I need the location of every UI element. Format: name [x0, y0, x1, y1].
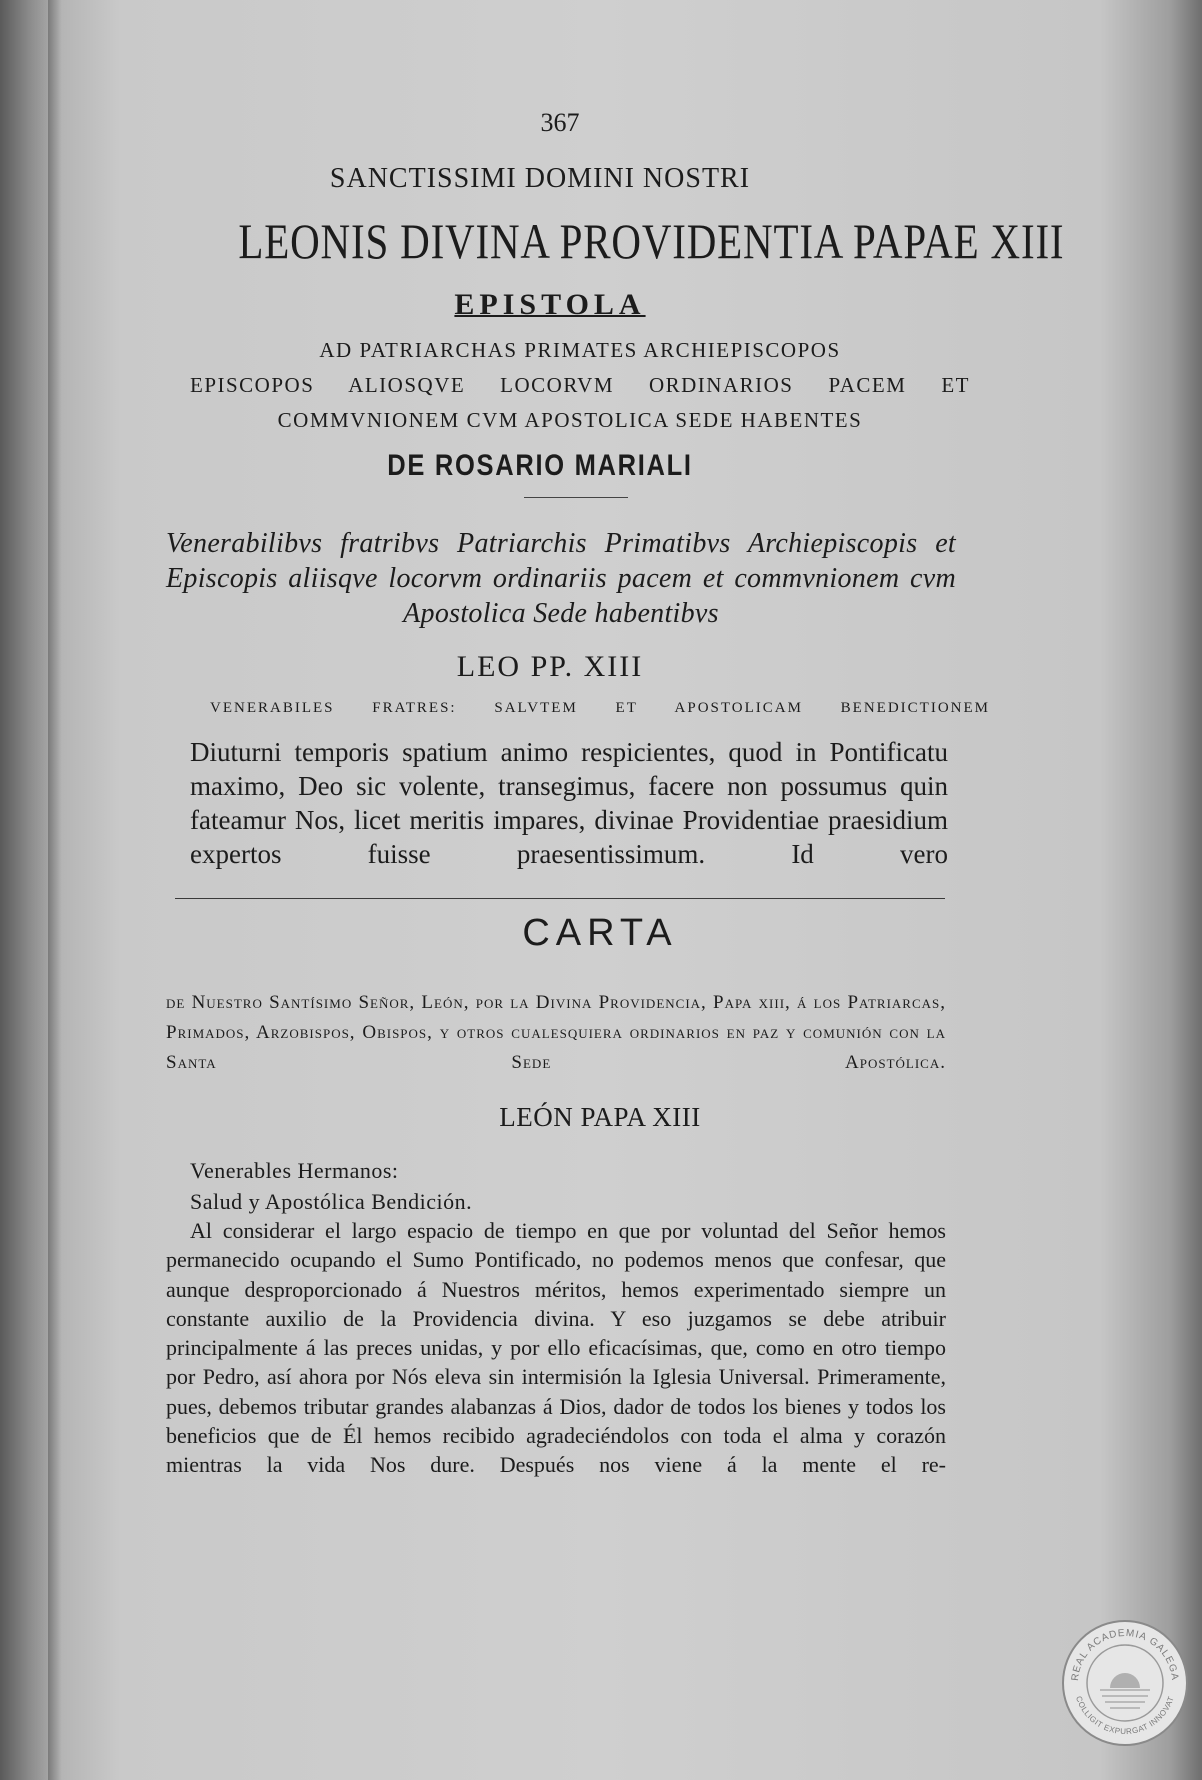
- latin-salutation: VENERABILES FRATRES: SALVTEM ET APOSTOLICAM BENEDICTIONEM: [210, 700, 990, 716]
- leo-title: LEO PP. XIII: [456, 650, 644, 683]
- short-divider: [524, 497, 628, 498]
- latin-intro-paragraph: Venerabilibvs fratribvs Patriarchis Primatibvs Archiepiscopis et Episcopis aliisqve locorvm ordinariis pacem et commvnionem cvm Apostolica Sede habentibvs: [166, 528, 956, 629]
- carta-description: de Nuestro Santísimo Señor, León, por la Divina Providencia, Papa xiii, á los Patriarcas, Primados, Arzobispos, Obispos, y otros cualesquiera ordinarios en paz y comunión con la Santa Sede Apostólica.: [166, 992, 946, 1073]
- seal-top-text: REAL ACADEMIA GALEGA: [1069, 1627, 1181, 1682]
- long-divider: [175, 898, 945, 899]
- seal-bottom-text: COLLIGIT EXPURGAT INNOVAT: [1074, 1694, 1176, 1737]
- latin-header-line4: AD PATRIARCHAS PRIMATES ARCHIEPISCOPOS: [319, 338, 841, 362]
- epistola-heading: EPISTOLA: [454, 288, 646, 321]
- de-rosario-heading: DE ROSARIO MARIALI: [387, 449, 693, 482]
- latin-header-line6: COMMVNIONEM CVM APOSTOLICA SEDE HABENTES: [277, 408, 863, 432]
- library-seal-icon: [1060, 1618, 1190, 1748]
- latin-header-line2: LEONIS DIVINA PROVIDENTIA PAPAE XIII: [238, 213, 1065, 269]
- book-spine-shadow: [48, 0, 62, 1780]
- latin-body-paragraph: Diuturni temporis spatium animo respicientes, quod in Pontificatu maximo, Deo sic volente, transegimus, facere non possumus quin fateamur Nos, licet meritis impares, divinae Providentiae praesidium expertos fuisse praesentissimum. Id vero: [190, 737, 948, 869]
- latin-header-line5: EPISCOPOS ALIOSQVE LOCORVM ORDINARIOS PACEM ET: [190, 373, 970, 397]
- latin-header-line1: SANCTISSIMI DOMINI NOSTRI: [329, 163, 751, 194]
- page-number: 367: [540, 108, 580, 137]
- spanish-blessing: Salud y Apostólica Bendición.: [190, 1189, 473, 1214]
- leon-title: LEÓN PAPA XIII: [499, 1102, 701, 1132]
- spanish-greeting: Venerables Hermanos:: [190, 1158, 399, 1183]
- carta-heading: CARTA: [522, 912, 678, 954]
- spanish-body-paragraph: Al considerar el largo espacio de tiempo en que por voluntad del Señor hemos permanecido ocupando el Sumo Pontificado, no podemos menos que confesar, que aunque desproporcionado á Nuestros méritos, hemos experimentado siempre un constante auxilio de la Providencia divina. Y eso juzgamos se debe atribuir principalmente á las preces unidas, y por ello eficacísimas, que, como en otro tiempo por Pedro, así ahora por Nós eleva sin intermisión la Iglesia Universal. Primeramente, pues, debemos tributar grandes alabanzas á Dios, dador de todos los bienes y todos los beneficios que de Él hemos recibido agradeciéndolos con toda el alma y corazón mientras la vida Nos dure. Después nos viene á la mente el re-: [166, 1218, 946, 1478]
